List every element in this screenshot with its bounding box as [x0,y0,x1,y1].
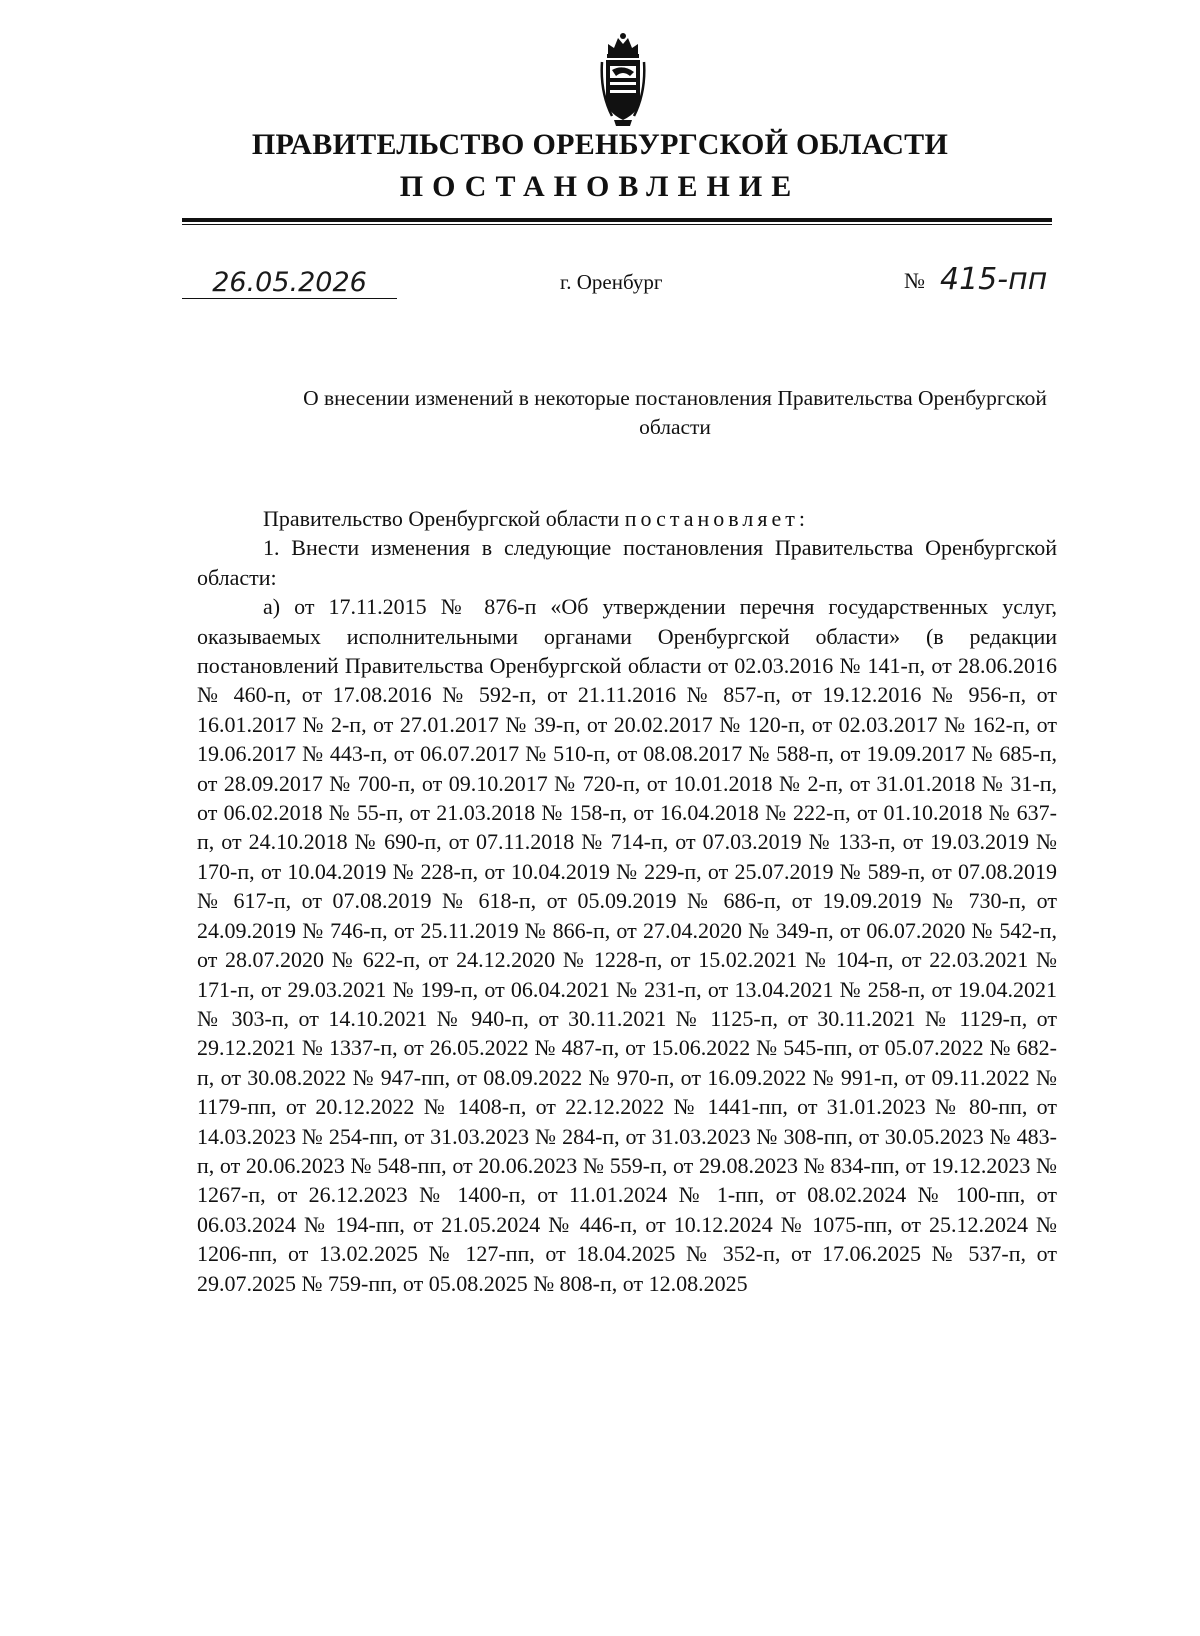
document-date: 26.05.2026 [212,267,367,298]
header-divider-thin [182,224,1052,225]
document-number: 415-пп [940,262,1048,297]
coat-of-arms-icon [600,32,646,128]
item-a-paragraph: а) от 17.11.2015 № 876-п «Об утверждении перечня государственных услуг, оказываемых исполнительными органами Оренбургской области» (в редакции постановлений Правительства Оренбургской области от 02.03.2016 № 141-п, от 28.06.2016 № 460-п, от 17.08.2016 № 592-п, от 21.11.2016 № 857-п, от 19.12.2016 № 956-п, от 16.01.2017 № 2-п, от 27.01.2017 № 39-п, от 20.02.2017 № 120-п, от 02.03.2017 № 162-п, от 19.06.2017 № 443-п, от 06.07.2017 № 510-п, от 08.08.2017 № 588-п, от 19.09.2017 № 685-п, от 28.09.2017 № 700-п, от 09.10.2017 № 720-п, от 10.01.2018 № 2-п, от 31.01.2018 № 31-п, от 06.02.2018 № 55-п, от 21.03.2018 № 158-п, от 16.04.2018 № 222-п, от 01.10.2018 № 637-п, от 24.10.2018 № 690-п, от 07.11.2018 № 714-п, от 07.03.2019 № 133-п, от 19.03.2019 № 170-п, от 10.04.2019 № 228-п, от 10.04.2019 № 229-п, от 25.07.2019 № 589-п, от 07.08.2019 № 617-п, от 07.08.2019 № 618-п, от 05.09.2019 № 686-п, от 19.09.2019 № 730-п, от 24.09.2019 № 746-п, от 25.11.2019 № 866-п, от 27.04.2020 № 349-п, от 06.07.2020 № 542-п, от 28.07.2020 № 622-п, от 24.12.2020 № 1228-п, от 15.02.2021 № 104-п, от 22.03.2021 № 171-п, от 29.03.2021 № 199-п, от 06.04.2021 № 231-п, от 13.04.2021 № 258-п, от 19.04.2021 № 303-п, от 14.10.2021 № 940-п, от 30.11.2021 № 1125-п, от 30.11.2021 № 1129-п, от 29.12.2021 № 1337-п, от 26.05.2022 № 487-п, от 15.06.2022 № 545-пп, от 05.07.2022 № 682-п, от 30.08.2022 № 947-пп, от 08.09.2022 № 970-п, от 16.09.2022 № 991-п, от 09.11.2022 № 1179-пп, от 20.12.2022 № 1408-п, от 22.12.2022 № 1441-пп, от 31.01.2023 № 80-пп, от 14.03.2023 № 254-пп, от 31.03.2023 № 284-п, от 31.03.2023 № 308-пп, от 30.05.2023 № 483-п, от 20.06.2023 № 548-пп, от 20.06.2023 № 559-п, от 29.08.2023 № 834-пп, от 19.12.2023 № 1267-п, от 26.12.2023 № 1400-п, от 11.01.2024 № 1-пп, от 08.02.2024 № 100-пп, от 06.03.2024 № 194-пп, от 21.05.2024 № 446-п, от 10.12.2024 № 1075-пп, от 25.12.2024 № 1206-пп, от 13.02.2025 № 127-пп, от 18.04.2025 № 352-п, от 17.06.2025 № 537-п, от 29.07.2025 № 759-пп, от 05.08.2025 № 808-п, от 12.08.2025 [197,594,1057,1296]
number-sign: № [904,268,925,293]
preamble-verb: постановляет: [624,506,809,531]
document-body [197,504,1057,1298]
document-subject: О внесении изменений в некоторые постановления Правительства Оренбургской области [303,386,1047,439]
date-underline [182,298,397,299]
preamble-lead: Правительство Оренбургской области [263,506,620,531]
header-divider [182,218,1052,222]
preamble-paragraph [197,504,1057,533]
document-city: г. Оренбург [560,270,663,294]
item-1-paragraph: 1. Внести изменения в следующие постановления Правительства Оренбургской области: [197,535,1057,590]
document-type-title: ПОСТАНОВЛЕНИЕ [399,170,801,203]
organization-title: ПРАВИТЕЛЬСТВО ОРЕНБУРГСКОЙ ОБЛАСТИ [251,128,949,161]
